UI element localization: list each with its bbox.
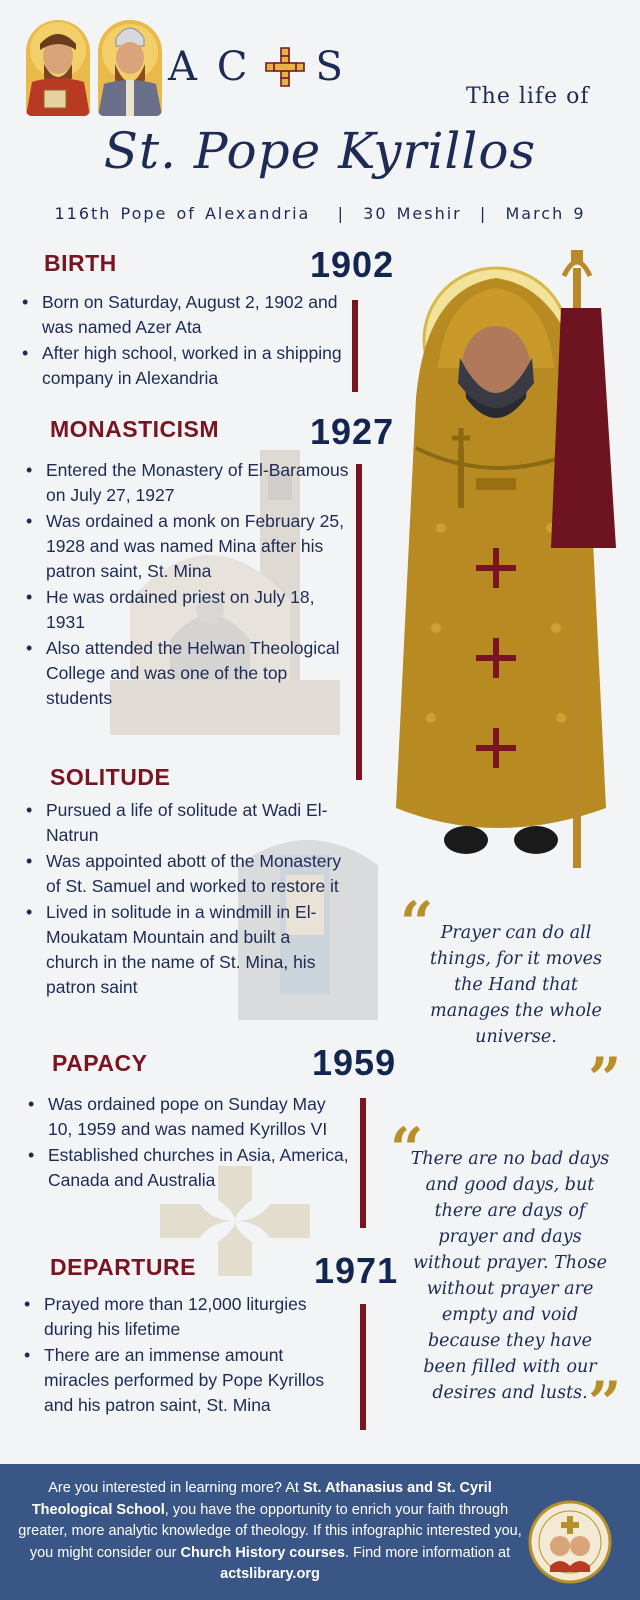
open-quote-icon: “ [390, 1115, 424, 1183]
list-item: • Entered the Monastery of El-Baramous on July 27, 1927 [24, 458, 350, 508]
year-1927: 1927 [310, 411, 395, 452]
quote-prayer: Prayer can do all things, for it moves the Hand that manages the whole universe. [430, 923, 602, 1047]
section-title-solitude: SOLITUDE [50, 764, 171, 790]
papacy-bullet-list [26, 1092, 352, 1194]
coptic-cross-icon [262, 44, 308, 90]
page-title: St. Pope Kyrillos [103, 122, 537, 180]
list-item: • Also attended the Helwan Theological College and was one of the top students [24, 636, 350, 711]
close-quote-icon: ” [588, 1045, 622, 1113]
solitude-bullet-list [24, 798, 344, 1001]
list-item: • Lived in solitude in a windmill in El-Moukatam Mountain and built a church in the name of St. Mina, his patron saint [24, 900, 344, 1000]
list-item: • Was appointed abott of the Monastery of St. Samuel and worked to restore it [24, 849, 344, 899]
monasticism-bullet-list [24, 458, 350, 712]
year-1971: 1971 [314, 1250, 399, 1291]
timeline-bar-papacy [360, 1098, 366, 1228]
logo-letter-s: S [315, 44, 357, 90]
section-title-monasticism: MONASTICISM [50, 416, 220, 442]
footer-text-part2: , you have the opportunity to enrich your faith through greater, more analytic knowledge of theology. If this infographic interested you, you might consider our [18, 1501, 522, 1561]
section-title-departure: DEPARTURE [50, 1254, 196, 1280]
title-kicker: The life of [466, 84, 590, 109]
list-item: • There are an immense amount miracles performed by Pope Kyrillos and his patron saint, St. Mina [22, 1343, 348, 1418]
actslibrary-link[interactable]: actslibrary.org [220, 1566, 320, 1582]
footer-text-part3: . Find more information at [344, 1544, 511, 1561]
section-title-birth: BIRTH [44, 250, 117, 276]
list-item: • Born on Saturday, August 2, 1902 and was named Azer Ata [20, 290, 350, 340]
pope-kyrillos-icon [386, 248, 638, 880]
timeline-bar-monasticism [356, 464, 362, 780]
birth-bullet-list [20, 290, 350, 392]
acts-logo [168, 44, 357, 90]
saint-athanasius-icon [26, 20, 90, 116]
list-item: • Was ordained pope on Sunday May 10, 1959 and was named Kyrillos VI [26, 1092, 352, 1142]
timeline-bar-departure [360, 1304, 366, 1430]
open-quote-icon: “ [400, 889, 434, 957]
timeline-bar-birth [352, 300, 358, 392]
saint-cyril-icon [98, 20, 162, 116]
quote-days-of-prayer: There are no bad days and good days, but there are days of prayer and days without prayer. Those without prayer are empty and void because they have been filled with our desires and lusts. [410, 1149, 610, 1403]
year-1959: 1959 [312, 1042, 397, 1083]
close-quote-icon: ” [588, 1369, 622, 1437]
departure-bullet-list [22, 1292, 348, 1419]
page-subtitle: 116th Pope of Alexandria | 30 Meshir | March 9 [54, 204, 586, 223]
section-title-papacy: PAPACY [52, 1050, 148, 1076]
list-item: • Prayed more than 12,000 liturgies during his lifetime [22, 1292, 348, 1342]
list-item: • Established churches in Asia, America, Canada and Australia [26, 1143, 352, 1193]
list-item: • After high school, worked in a shipping company in Alexandria [20, 341, 350, 391]
year-1902: 1902 [310, 244, 395, 285]
list-item: • He was ordained priest on July 18, 1931 [24, 585, 350, 635]
list-item: • Pursued a life of solitude at Wadi El-Natrun [24, 798, 344, 848]
list-item: • Was ordained a monk on February 25, 1928 and was named Mina after his patron saint, St. Mina [24, 509, 350, 584]
logo-letter-a: A [168, 44, 211, 90]
footer-text-part1: Are you interested in learning more? At [48, 1480, 303, 1496]
church-history-courses: Church History courses [180, 1544, 345, 1561]
logo-letter-c: C [216, 44, 262, 90]
school-seal-icon [528, 1500, 612, 1584]
footer-text [14, 1478, 526, 1586]
school-name: St. Athanasius and St. Cyril Theological School [31, 1480, 492, 1518]
